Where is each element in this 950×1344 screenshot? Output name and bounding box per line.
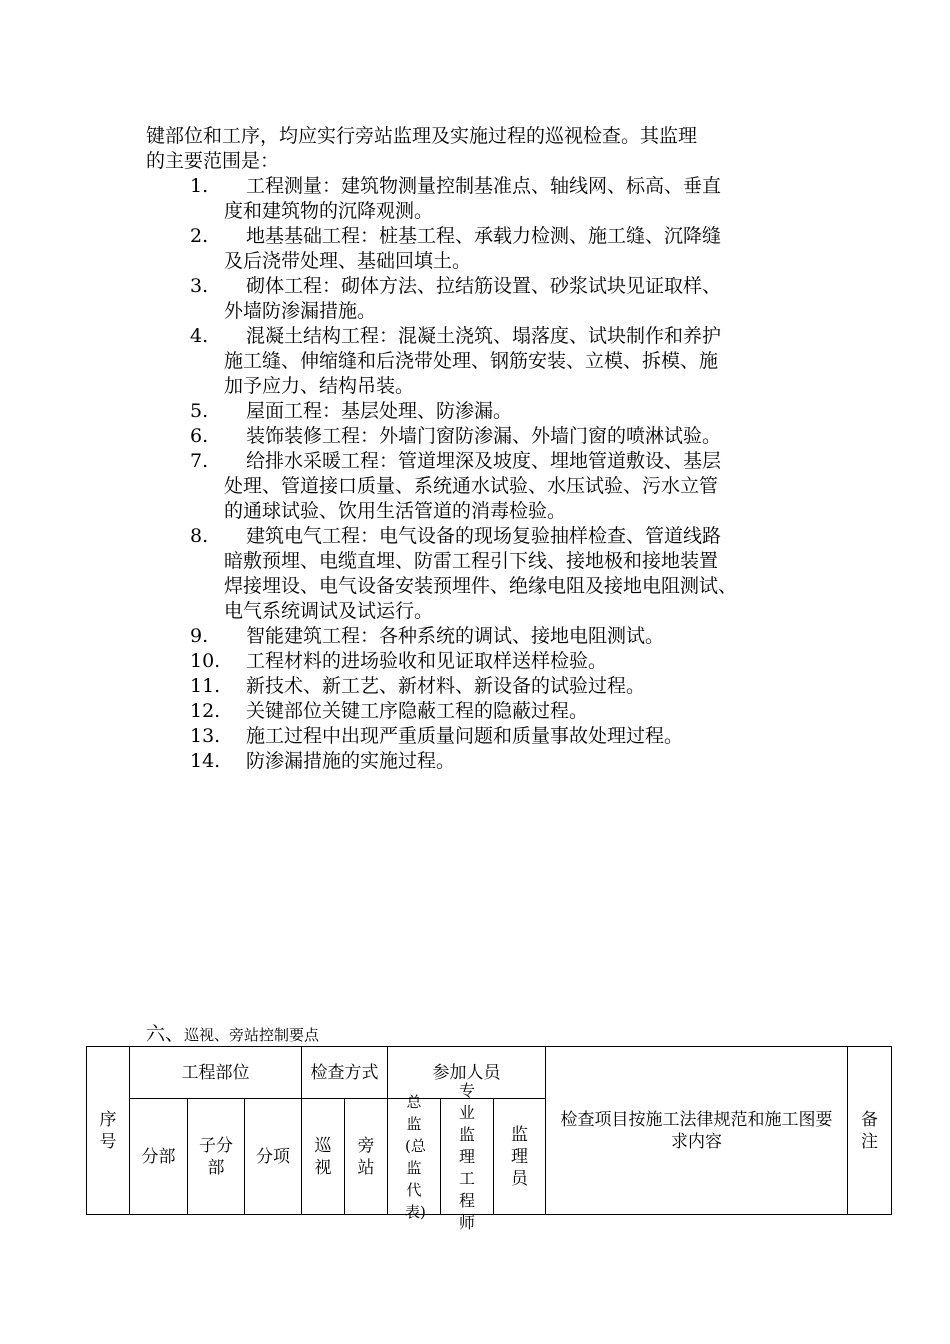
control-points-table xyxy=(86,1046,892,1232)
item-line: 关键部位关键工序隐蔽工程的隐蔽过程。 xyxy=(246,700,589,722)
header-part: 工程部位 xyxy=(130,1047,302,1099)
header-side-station: 旁站 xyxy=(345,1099,388,1215)
header-supervisor: 监理员 xyxy=(494,1099,546,1215)
section-title: 巡视、旁站控制要点 xyxy=(184,1026,320,1044)
header-pro-engineer: 专业监理工程师 xyxy=(441,1099,494,1215)
header-division: 分部 xyxy=(130,1099,188,1215)
list-item xyxy=(186,449,836,524)
header-chief-supervisor: 总监(总监代表) xyxy=(388,1099,441,1215)
item-line: 智能建筑工程：各种系统的调试、接地电阻测试。 xyxy=(246,625,665,647)
item-number: 8. xyxy=(190,525,209,547)
header-content: 检查项目按施工法律规范和施工图要求内容 xyxy=(546,1047,848,1215)
item-number: 13. xyxy=(190,725,221,747)
list-item xyxy=(186,749,836,774)
list-item xyxy=(186,524,836,624)
item-line: 建筑电气工程：电气设备的现场复验抽样检查、管道线路 xyxy=(246,525,722,547)
item-line: 外墙防渗漏措施。 xyxy=(224,300,377,322)
item-line: 及后浇带处理、基础回填土。 xyxy=(224,250,472,272)
list-item xyxy=(186,174,836,224)
item-line: 焊接埋设、电气设备安装预埋件、绝缘电阻及接地电阻测试、 xyxy=(224,575,738,597)
list-item xyxy=(186,674,836,699)
item-number: 12. xyxy=(190,700,221,722)
header-seq: 序号 xyxy=(87,1047,130,1215)
intro-line: 键部位和工序，均应实行旁站监理及实施过程的巡视检查。其监理 xyxy=(146,125,698,147)
item-line: 电气系统调试及试运行。 xyxy=(224,600,434,622)
item-line: 混凝土结构工程：混凝土浇筑、塌落度、试块制作和养护 xyxy=(246,325,722,347)
header-patrol: 巡视 xyxy=(302,1099,345,1215)
item-number: 7. xyxy=(190,450,209,472)
section-number: 六、 xyxy=(146,1023,185,1045)
item-number: 4. xyxy=(190,325,209,347)
item-number: 9. xyxy=(190,625,209,647)
item-number: 14. xyxy=(190,750,221,772)
item-line: 的通球试验、饮用生活管道的消毒检验。 xyxy=(224,500,567,522)
header-method: 检查方式 xyxy=(302,1047,388,1099)
item-line: 施工缝、伸缩缝和后浇带处理、钢筋安装、立模、拆模、施 xyxy=(224,350,719,372)
item-line: 砌体工程：砌体方法、拉结筋设置、砂浆试块见证取样、 xyxy=(246,275,722,297)
item-number: 2. xyxy=(190,225,209,247)
item-number: 1. xyxy=(190,175,209,197)
item-number: 11. xyxy=(190,675,221,697)
list-item xyxy=(186,399,836,424)
list-item xyxy=(186,224,836,274)
list-item xyxy=(186,324,836,399)
intro-line: 的主要范围是： xyxy=(146,150,280,172)
item-line: 屋面工程：基层处理、防渗漏。 xyxy=(246,400,513,422)
item-number: 3. xyxy=(190,275,209,297)
item-line: 加予应力、结构吊装。 xyxy=(224,375,415,397)
header-people: 参加人员 xyxy=(388,1047,546,1099)
list-item xyxy=(186,699,836,724)
item-line: 地基基础工程：桩基工程、承载力检测、施工缝、沉降缝 xyxy=(246,225,722,247)
header-item: 分项 xyxy=(245,1099,302,1215)
intro-paragraph xyxy=(146,124,826,174)
item-line: 防渗漏措施的实施过程。 xyxy=(246,750,456,772)
item-line: 装饰装修工程：外墙门窗防渗漏、外墙门窗的喷淋试验。 xyxy=(246,425,722,447)
item-number: 10. xyxy=(190,650,221,672)
header-remark: 备注 xyxy=(848,1047,892,1215)
list-item xyxy=(186,649,836,674)
scope-list xyxy=(186,174,836,774)
list-item xyxy=(186,624,836,649)
section-heading xyxy=(146,1022,319,1047)
list-item xyxy=(186,274,836,324)
item-line: 工程材料的进场验收和见证取样送样检验。 xyxy=(246,650,608,672)
item-line: 给排水采暖工程：管道埋深及坡度、埋地管道敷设、基层 xyxy=(246,450,722,472)
list-item xyxy=(186,424,836,449)
item-line: 新技术、新工艺、新材料、新设备的试验过程。 xyxy=(246,675,646,697)
item-line: 工程测量：建筑物测量控制基准点、轴线网、标高、垂直 xyxy=(246,175,722,197)
item-number: 5. xyxy=(190,400,209,422)
list-item xyxy=(186,724,836,749)
item-number: 6. xyxy=(190,425,209,447)
header-subdivision: 子分部 xyxy=(188,1099,245,1215)
item-line: 度和建筑物的沉降观测。 xyxy=(224,200,434,222)
item-line: 处理、管道接口质量、系统通水试验、水压试验、污水立管 xyxy=(224,475,719,497)
item-line: 施工过程中出现严重质量问题和质量事故处理过程。 xyxy=(246,725,684,747)
item-line: 暗敷预埋、电缆直埋、防雷工程引下线、接地极和接地装置 xyxy=(224,550,719,572)
